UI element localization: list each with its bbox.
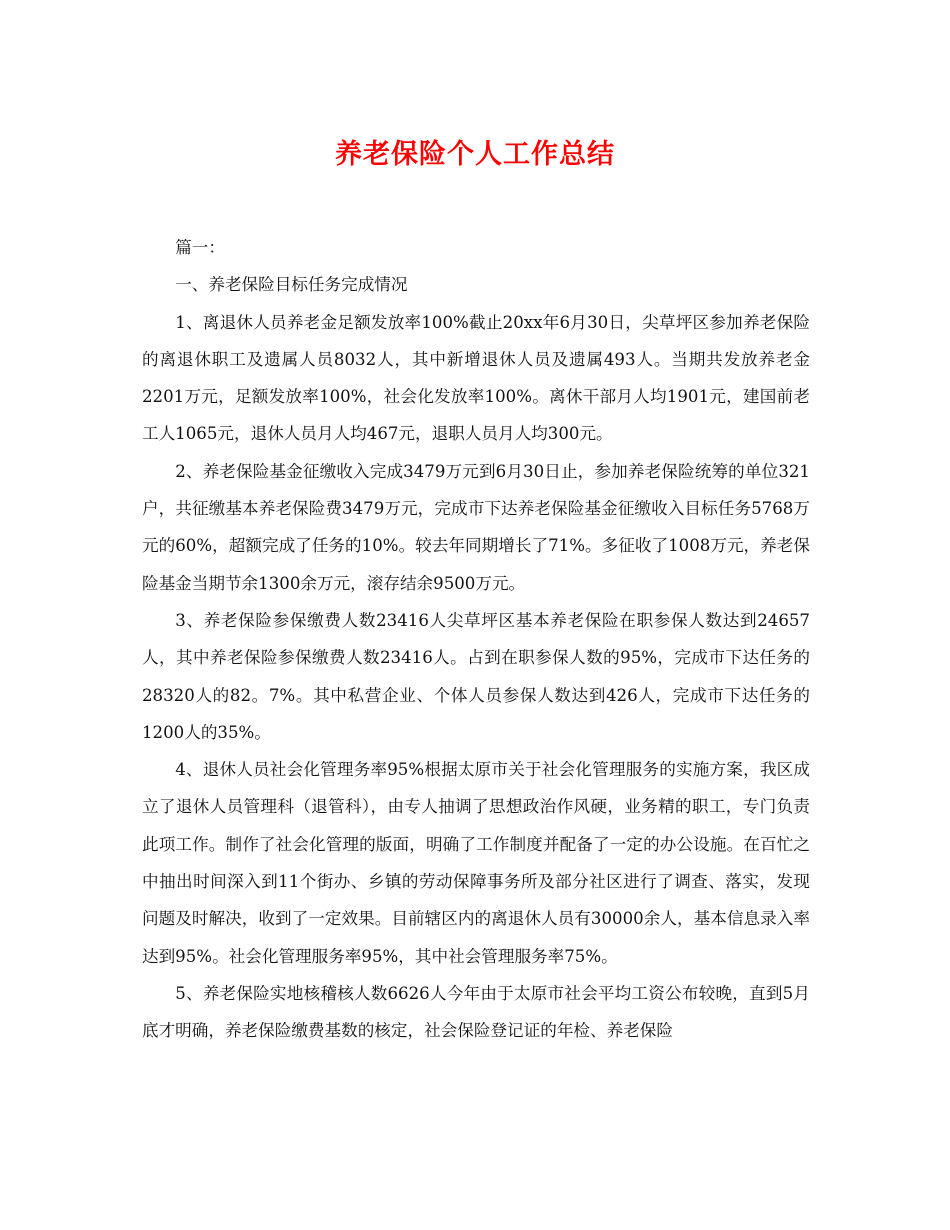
section-label: 篇一：: [175, 238, 225, 257]
paragraph-2: 2、养老保险基金征缴收入完成3479万元到6月30日止，参加养老保险统筹的单位321户，共征缴基本养老保险费3479万元，完成市下达养老保险基金征缴收入目标任务5768万元的60%，超额完成了任务的10%。较去年同期增长了71%。多征收了1008万元，养老保险基金当期节余1300余万元，滚存结余9500万元。: [142, 461, 810, 593]
paragraph-5: 5、养老保险实地核稽核人数6626人今年由于太原市社会平均工资公布较晚，直到5月底才明确，养老保险缴费基数的核定，社会保险登记证的年检、养老保险: [142, 983, 810, 1041]
section-heading: 一、养老保险目标任务完成情况: [175, 275, 408, 295]
paragraph-1: 1、离退休人员养老金足额发放率100%截止20xx年6月30日，尖草坪区参加养老保险的离退休职工及遗属人员8032人，其中新增退休人员及遗属493人。当期共发放养老金2201万元，足额发放率100%，社会化发放率100%。离休干部月人均1901元，建国前老工人1065元，退休人员月人均467元，退职人员月人均300元。: [142, 312, 810, 444]
paragraph-3: 3、养老保险参保缴费人数23416人尖草坪区基本养老保险在职参保人数达到24657人，其中养老保险参保缴费人数23416人。占到在职参保人数的95%，完成市下达任务的28320人的82。7%。其中私营企业、个体人员参保人数达到426人，完成市下达任务的1200人的35%。: [142, 610, 810, 742]
document-title: 养老保险个人工作总结: [335, 139, 615, 170]
document-body: [142, 229, 810, 1050]
paragraph-4: 4、退休人员社会化管理务率95%根据太原市关于社会化管理服务的实施方案，我区成立了退休人员管理科（退管科），由专人抽调了思想政治作风硬，业务精的职工，专门负责此项工作。制作了社会化管理的版面，明确了工作制度并配备了一定的办公设施。在百忙之中抽出时间深入到11个街办、乡镇的劳动保障事务所及部分社区进行了调查、落实，发现问题及时解决，收到了一定效果。目前辖区内的离退休人员有30000余人，基本信息录入率达到95%。社会化管理服务率95%，其中社会管理服务率75%。: [142, 760, 810, 966]
